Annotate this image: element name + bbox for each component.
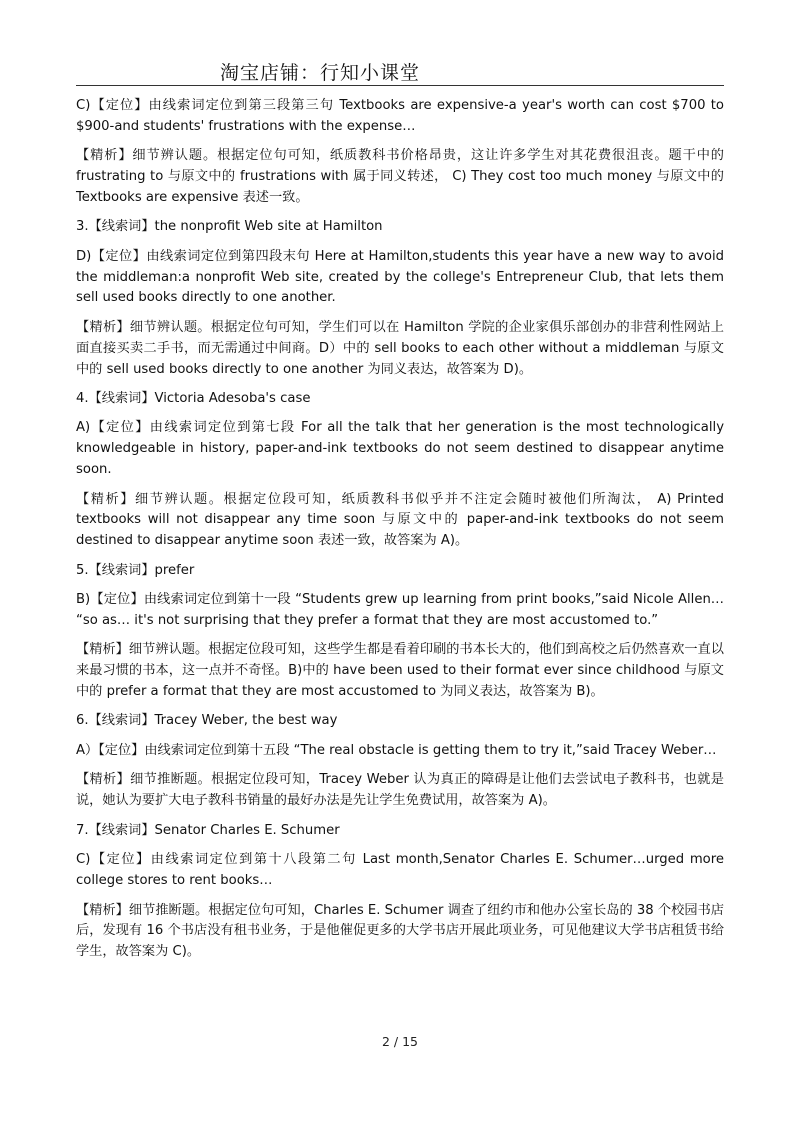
answer-analysis-5: 【精析】细节辨认题。根据定位段可知，这些学生都是看着印刷的书本长大的，他们到高校之后仍然喜欢一直以来最习惯的书本，这一点并不奇怪。B)中的 have been used to their format ever since childhood 与原文中的 prefer a format that they are most accustomed to 为同义表达，故答案为 B)。 <box>76 642 724 699</box>
answer-analysis-4: 【精析】细节辨认题。根据定位段可知，纸质教科书似乎并不注定会随时被他们所淘汰， A) Printed textbooks will not disappear any time soon 与原文中的 paper-and-ink textbooks do not seem destined to disappear anytime soon 表述一致，故答案为 A)。 <box>76 491 724 549</box>
answer-analysis-6: 【精析】细节推断题。根据定位段可知，Tracey Weber 认为真正的障碍是让他们去尝试电子教科书，也就是说，她认为要扩大电子教科书销量的最好办法是先让学生免费试用，故答案为 A)。 <box>76 772 724 809</box>
question-clue-4: 4.【线索词】Victoria Adesoba's case <box>76 391 311 406</box>
header-title: 淘宝店铺：行知小课堂 <box>220 62 421 84</box>
page-number: 2 / 15 <box>381 1034 419 1049</box>
question-clue-7: 7.【线索词】Senator Charles E. Schumer <box>76 822 340 838</box>
answer-locate-6a: A）【定位】由线索词定位到第十五段 “The real obstacle is getting them to try it,”said Tracey Weber… <box>76 742 717 758</box>
answer-locate-7c: C)【定位】由线索词定位到第十八段第二句 Last month,Senator Charles E. Schumer…urged more college stores to rent books… <box>76 852 724 889</box>
question-clue-5: 5.【线索词】prefer <box>76 562 195 578</box>
answer-analysis-3: 【精析】细节辨认题。根据定位句可知，学生们可以在 Hamilton 学院的企业家俱乐部创办的非营利性网站上面直接买卖二手书，而无需通过中间商。D）中的 sell books to each other without a middleman 与原文中的 sell used books directly to one another 为同义表达，故答案为 D)。 <box>76 319 724 377</box>
question-clue-3: 3.【线索词】the nonprofit Web site at Hamilton <box>76 219 383 235</box>
answer-locate-3d: D)【定位】由线索词定位到第四段末句 Here at Hamilton,students this year have a new way to avoid the middleman:a nonprofit Web site, created by the college's Entrepreneur Club, that lets them sell used books directly to one another. <box>76 248 724 306</box>
answer-analysis-2: 【精析】细节辨认题。根据定位句可知，纸质教科书价格昂贵，这让许多学生对其花费很沮丧。题干中的 frustrating to 与原文中的 frustrations with 属于同义转述， C) They cost too much money 与原文中的 Textbooks are expensive 表述一致。 <box>76 148 724 205</box>
answer-locate-4a: A)【定位】由线索词定位到第七段 For all the talk that her generation is the most technologically knowledgeable in history, paper-and-ink textbooks do not seem destined to disappear anytime soon. <box>76 420 724 478</box>
answer-locate-5b: B)【定位】由线索词定位到第十一段 “Students grew up learning from print books,”said Nicole Allen… “so as… it's not surprising that they prefer a format that they are most accustomed to.” <box>76 592 724 628</box>
document-body <box>76 96 724 972</box>
answer-analysis-7: 【精析】细节推断题。根据定位句可知，Charles E. Schumer 调查了纽约市和他办公室长岛的 38 个校园书店后，发现有 16 个书店没有租书业务，于是他催促更多的大学书店开展此项业务，可见他建议大学书店租赁书给学生，故答案为 C)。 <box>76 902 724 960</box>
question-clue-6: 6.【线索词】Tracey Weber, the best way <box>76 713 338 729</box>
header-divider <box>76 85 724 86</box>
answer-locate-2c: C)【定位】由线索词定位到第三段第三句 Textbooks are expensive-a year's worth can cost $700 to $900-and students' frustrations with the expense… <box>76 98 724 134</box>
